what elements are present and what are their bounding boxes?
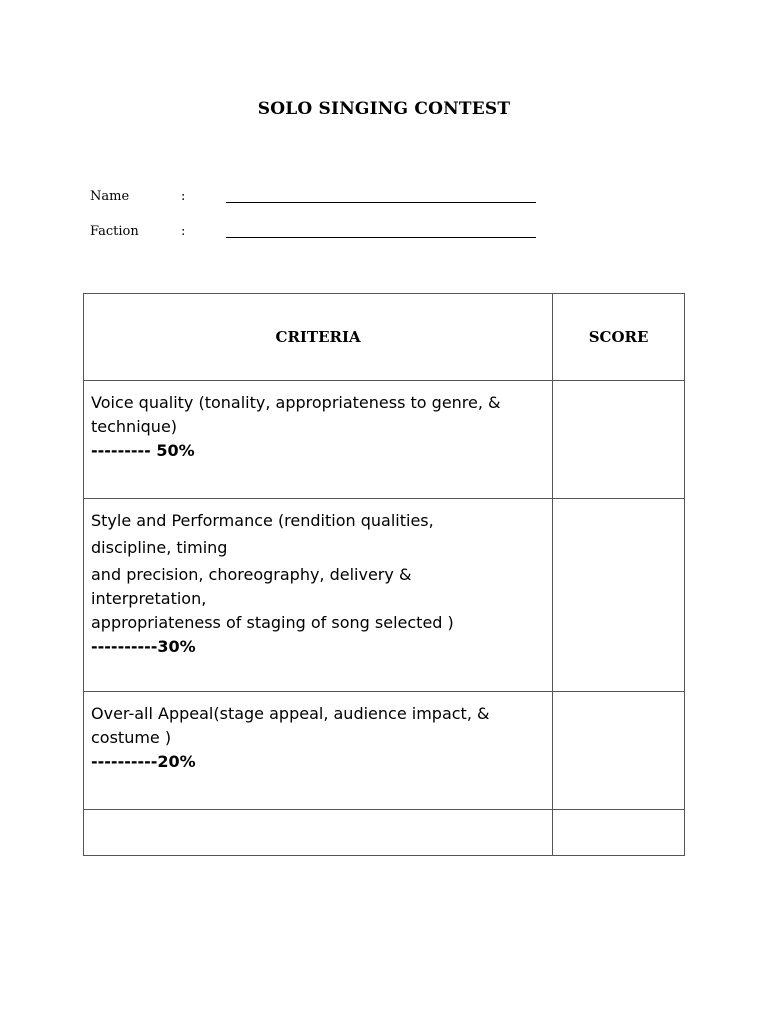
criteria-text: costume ) <box>91 728 172 747</box>
criteria-text: discipline, timing <box>91 538 228 557</box>
total-criteria-cell <box>84 810 553 856</box>
faction-separator: : <box>181 224 186 239</box>
total-score-cell[interactable] <box>553 810 685 856</box>
score-cell[interactable] <box>553 381 685 499</box>
criteria-score-table <box>83 293 685 856</box>
document-title: SOLO SINGING CONTEST <box>257 99 511 119</box>
faction-field <box>90 224 550 242</box>
table-row <box>84 499 685 692</box>
criteria-weight: ----------20% <box>91 752 196 771</box>
criteria-cell-overall-appeal <box>84 692 553 810</box>
faction-blank-line[interactable] <box>226 237 536 238</box>
table-row <box>84 810 685 856</box>
criteria-weight: --------- 50% <box>91 441 195 460</box>
criteria-text: technique) <box>91 417 178 436</box>
criteria-weight: ----------30% <box>91 637 196 656</box>
criteria-text: and precision, choreography, delivery & <box>91 565 412 584</box>
criteria-cell-style-performance <box>84 499 553 692</box>
name-blank-line[interactable] <box>226 202 536 203</box>
score-header: SCORE <box>553 294 685 381</box>
criteria-text: Over-all Appeal(stage appeal, audience impact, & <box>91 704 490 723</box>
table-row <box>84 692 685 810</box>
name-separator: : <box>181 189 186 204</box>
name-label: Name <box>90 189 130 204</box>
name-field <box>90 189 550 207</box>
criteria-header: CRITERIA <box>84 294 553 381</box>
score-cell[interactable] <box>553 692 685 810</box>
criteria-cell-voice-quality <box>84 381 553 499</box>
criteria-text: interpretation, <box>91 589 207 608</box>
table-row <box>84 381 685 499</box>
score-cell[interactable] <box>553 499 685 692</box>
criteria-text: Style and Performance (rendition qualities, <box>91 511 434 530</box>
criteria-text: appropriateness of staging of song selected ) <box>91 613 454 632</box>
criteria-text: Voice quality (tonality, appropriateness to genre, & <box>91 393 501 412</box>
faction-label: Faction <box>90 224 139 239</box>
table-header-row <box>84 294 685 381</box>
